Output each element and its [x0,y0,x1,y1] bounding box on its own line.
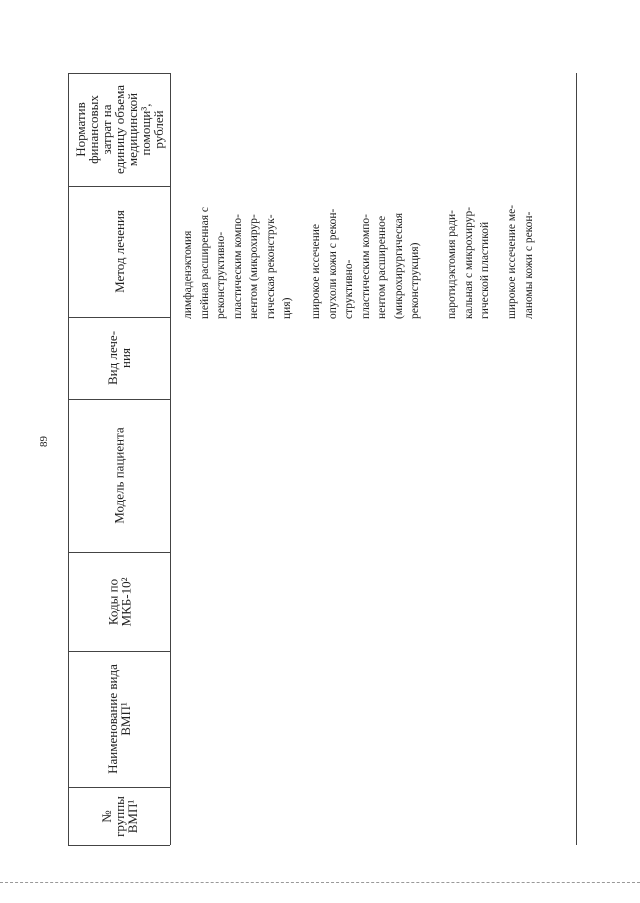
table-border-right [576,73,577,845]
header-norm [68,73,170,186]
method-entry: широкое иссечение ме- ланомы кожи с рекон- [506,204,535,319]
header-name [68,651,170,787]
table-header-divider [170,73,171,845]
method-entry: широкое иссечение опухоли кожи с рекон- структивно- пластическим компо- нентом расширенное (микрохирургическая реконструкция) [310,208,421,319]
header-type-label: Вид лече- ния [104,330,133,386]
header-type [68,317,170,399]
page-number: 89 [38,436,50,447]
header-model-label: Модель пациента [111,427,127,524]
header-method-label: Метод лечения [111,210,127,293]
method-entry: паротидэктомия ради- кальная с микрохирур- гической пластикой [446,206,491,319]
scan-edge [0,882,640,883]
header-norm-label: Норматив финансовых затрат на единицу объема медицинской помощи³, рублей [72,85,166,174]
header-method [68,186,170,317]
table-border-bottom [68,845,170,846]
header-group [68,787,170,845]
header-icd [68,552,170,651]
header-group-label: № группы ВМП¹ [98,795,140,837]
header-model [68,399,170,552]
header-name-label: Наименование вида ВМП¹ [105,664,134,774]
header-icd-label: Коды по МКБ-10² [104,577,133,626]
method-entry: лимфаденэктомия шейная расширенная с реконструктивно- пластическим компо- нентом (микрохирур- гическая реконструк- ция) [182,206,293,319]
